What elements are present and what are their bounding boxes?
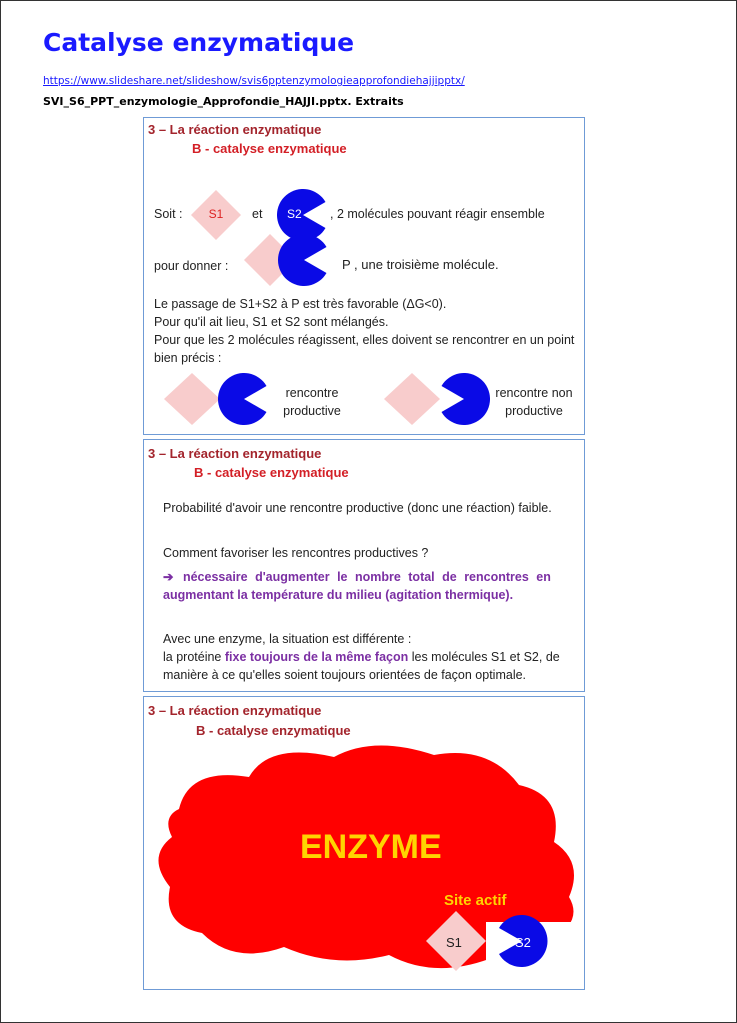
product-text: P , une troisième molécule.	[342, 257, 499, 272]
protein-binding-emphasis: fixe toujours de la même façon	[224, 650, 409, 664]
source-link[interactable]: https://www.slideshare.net/slideshow/svis6pptenzymologieapprofondiehajjipptx/	[43, 75, 465, 87]
protein-binding-text	[163, 650, 560, 664]
active-site-label: Site actif	[444, 892, 507, 909]
slide-3	[143, 696, 585, 990]
passage-line: Le passage de S1+S2 à P est très favorable (ΔG<0).	[154, 297, 447, 311]
orientation-text: manière à ce qu'elles soient toujours orientées de façon optimale.	[163, 668, 527, 682]
answer-line-2: augmentant la température du milieu (agitation thermique).	[163, 588, 514, 602]
probability-text: Probabilité d'avoir une rencontre productive (donc une réaction) faible.	[163, 501, 552, 515]
source-filename: SVI_S6_PPT_enzymologie_Approfondie_HAJJI.pptx. Extraits	[43, 95, 404, 108]
non-productive-label-line-2: productive	[505, 404, 563, 418]
slide-2-section-title: 3 – La réaction enzymatique	[148, 446, 322, 461]
molecules-text: , 2 molécules pouvant réagir ensemble	[330, 207, 545, 221]
meet-line-cont: bien précis :	[154, 351, 222, 365]
non-productive-encounter-shape	[384, 373, 490, 425]
product-p-shape	[244, 234, 330, 286]
productive-label-line-2: productive	[283, 404, 341, 418]
s1-diamond	[191, 190, 241, 240]
protein-binding-pre: la protéine	[163, 650, 225, 664]
slide-1-section-title: 3 – La réaction enzymatique	[148, 122, 322, 137]
slide-3-section-title: 3 – La réaction enzymatique	[148, 703, 322, 718]
mixture-line: Pour qu'il ait lieu, S1 et S2 sont mélangés.	[154, 315, 389, 329]
answer-line-1	[163, 569, 551, 584]
slide-2-subsection-title: B - catalyse enzymatique	[194, 465, 349, 480]
non-productive-label-line-1: rencontre non	[495, 386, 573, 400]
enzyme-s1-label: S1	[446, 935, 462, 950]
productive-label-line-1: rencontre	[285, 386, 339, 400]
productive-label	[272, 384, 352, 420]
enzyme-s2-label: S2	[515, 935, 531, 950]
meet-line: Pour que les 2 molécules réagissent, elles doivent se rencontrer en un point	[154, 333, 575, 347]
question-text: Comment favoriser les rencontres productives ?	[163, 546, 429, 560]
arrow-icon: ➔	[163, 570, 174, 584]
enzyme-label: ENZYME	[300, 828, 442, 866]
enzyme-situation-text: Avec une enzyme, la situation est différente :	[163, 632, 412, 646]
answer-line-1-text: nécessaire d'augmenter le nombre total de rencontres en	[182, 570, 551, 584]
slide-2	[143, 439, 585, 692]
slide-1-subsection-title: B - catalyse enzymatique	[192, 141, 347, 156]
document-title: Catalyse enzymatique	[43, 28, 355, 57]
slide-1	[143, 117, 585, 435]
non-productive-label	[484, 384, 584, 420]
productive-encounter-shape	[164, 373, 270, 425]
et-label: et	[252, 207, 263, 221]
slide-3-subsection-title: B - catalyse enzymatique	[196, 723, 351, 738]
protein-binding-post: les molécules S1 et S2, de	[408, 650, 560, 664]
s2-label: S2	[287, 207, 302, 221]
pour-donner-label: pour donner :	[154, 259, 229, 273]
soit-label: Soit :	[154, 207, 183, 221]
s1-label: S1	[208, 207, 224, 221]
